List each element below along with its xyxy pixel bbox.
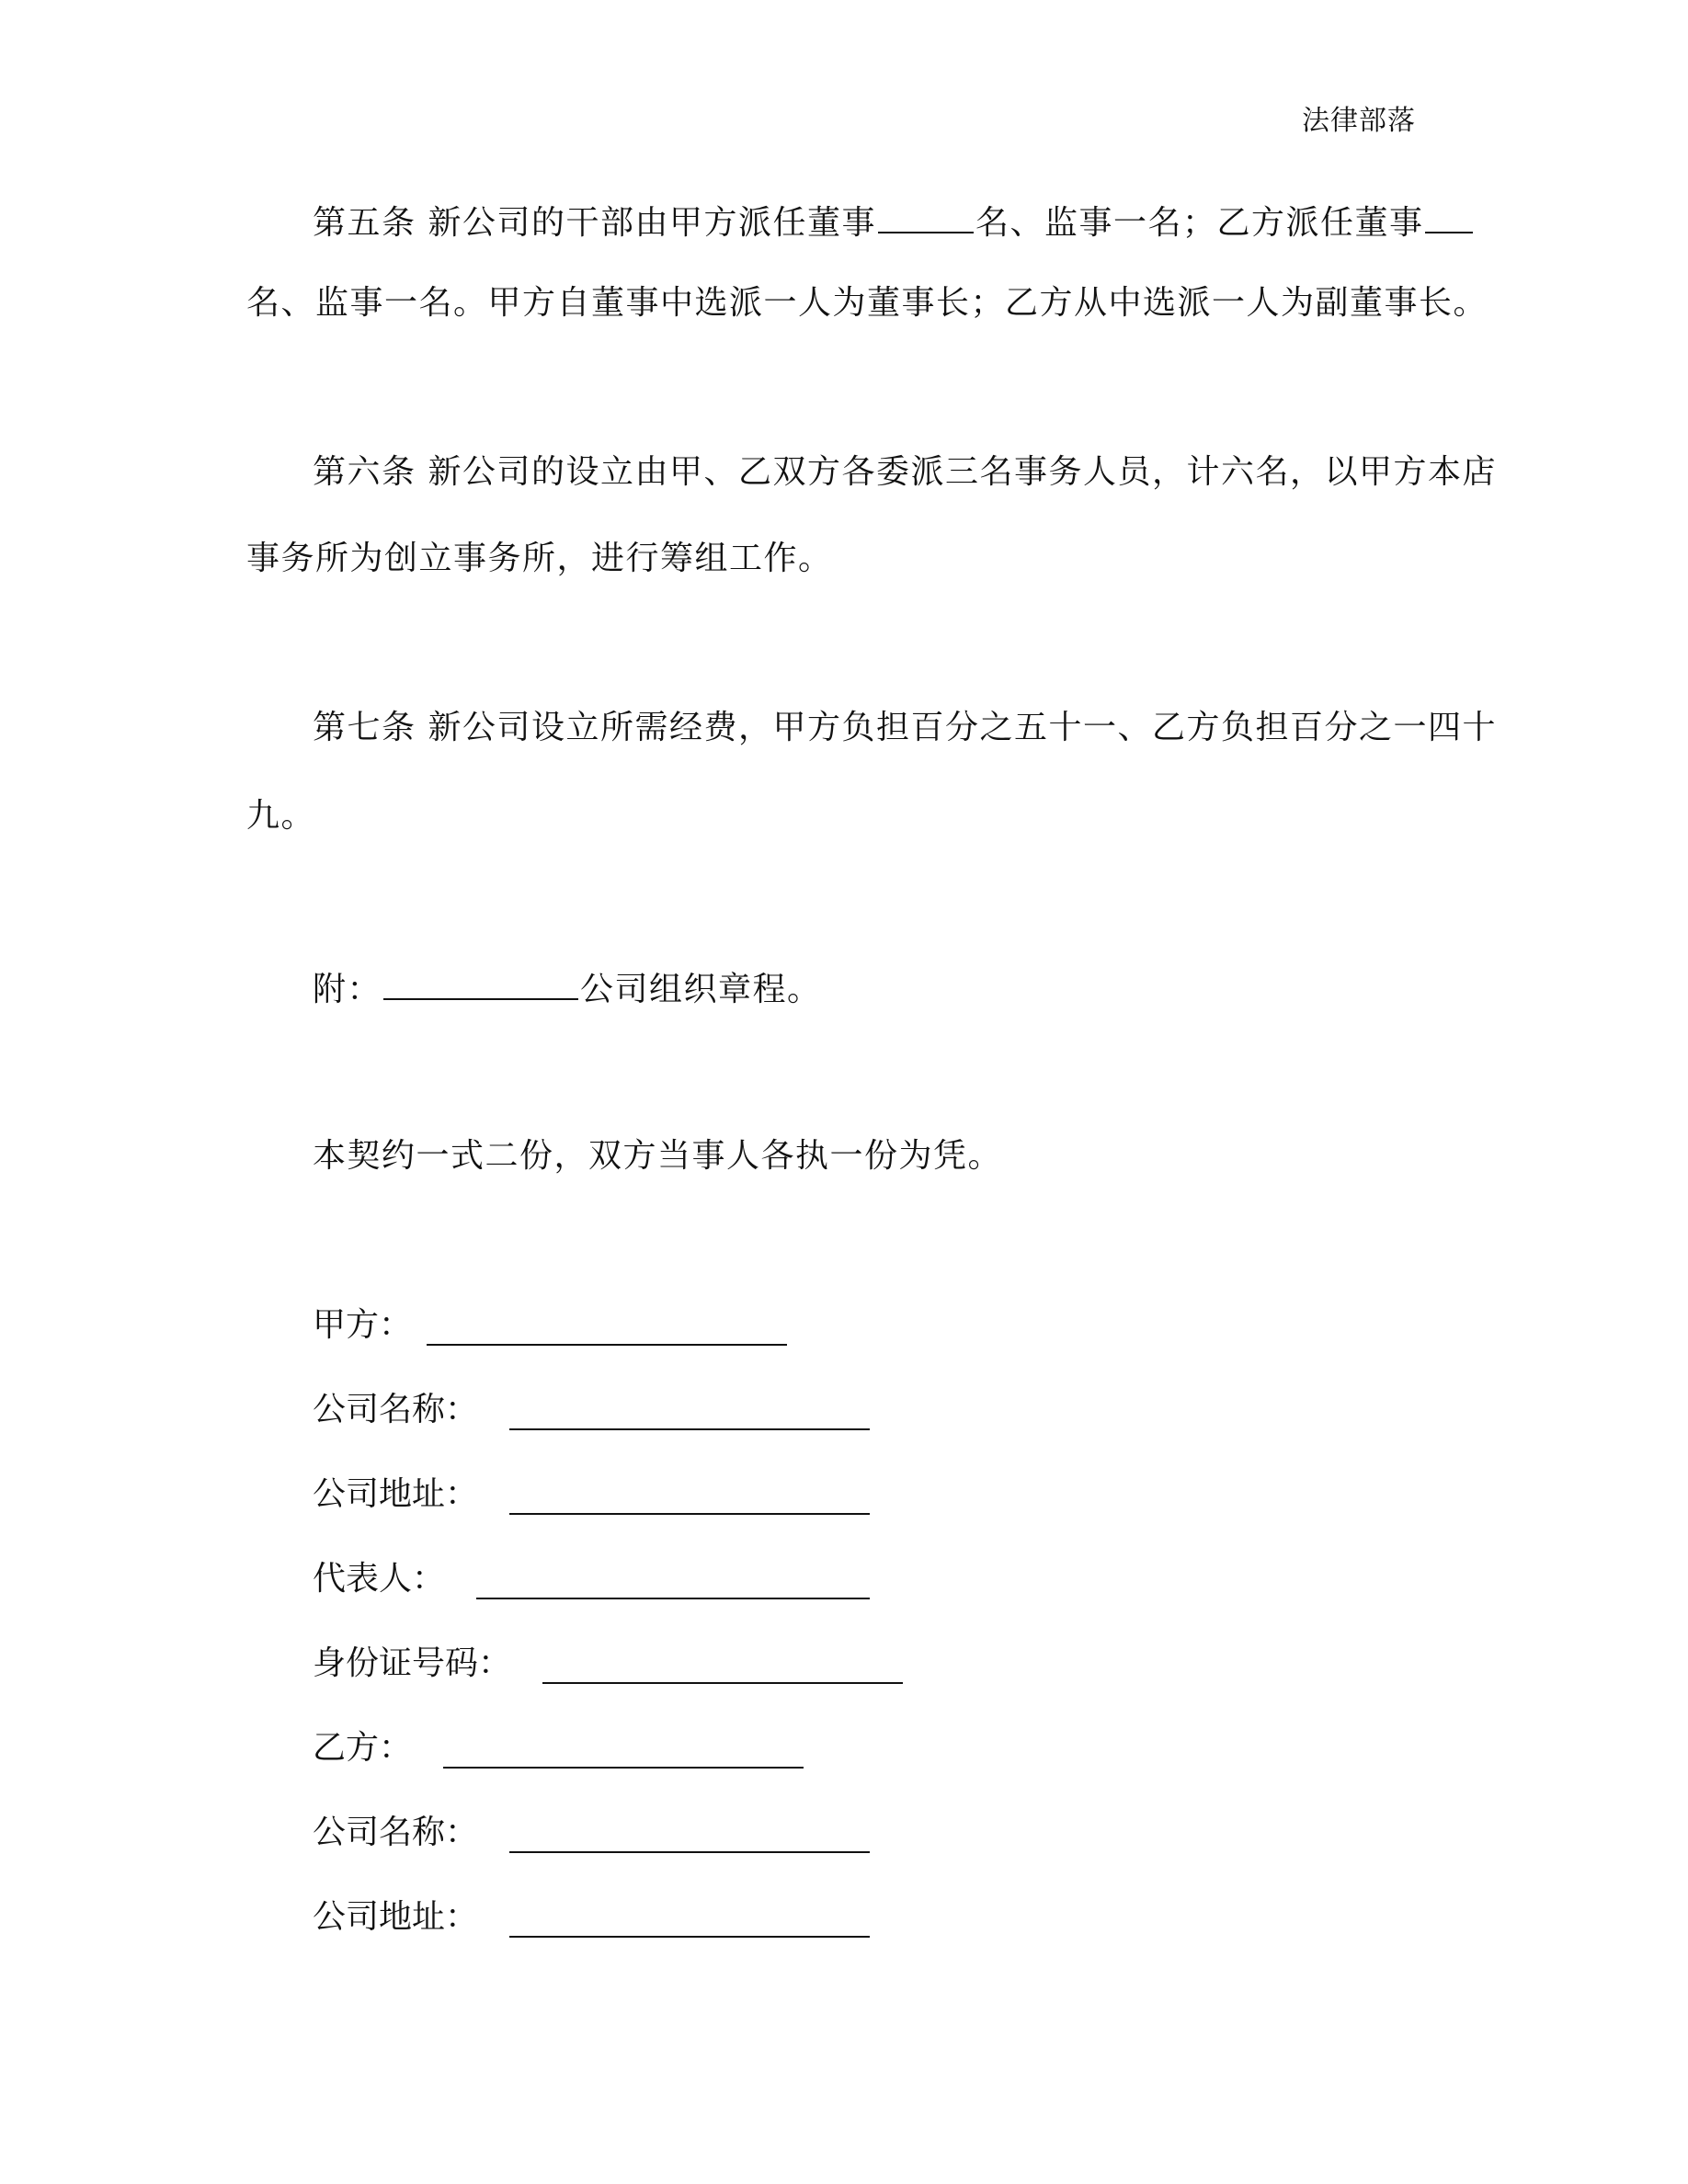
appendix-line [313,965,822,1010]
article-5-text-a: 第五条 新公司的干部由甲方派任董事 [313,204,876,242]
a-id-number-label: 身份证号码： [313,1644,512,1682]
copies-statement: 本契约一式二份，双方当事人各执一份为凭。 [313,1137,1003,1175]
article-6-line-2: 事务所为创立事务所，进行筹组工作。 [246,540,833,577]
article-5-line-1 [313,199,1475,244]
a-id-number-blank [542,1682,903,1684]
article-7-line-2: 九。 [246,797,316,835]
article-5-line-2: 名、监事一名。甲方自董事中选派一人为董事长；乙方从中选派一人为副董事长。 [246,284,1488,322]
header-brand: 法律部落 [1302,105,1416,137]
party-a-blank [427,1344,787,1346]
a-company-address-blank [509,1513,870,1515]
party-a-label: 甲方： [313,1306,413,1344]
a-representative-label: 代表人： [313,1560,446,1598]
a-company-name-blank [509,1428,870,1430]
b-company-name-blank [509,1851,870,1853]
appendix-company-blank [383,965,578,1000]
appendix-prefix: 附： [313,971,382,1008]
b-company-address-blank [509,1936,870,1938]
party-b-blank [443,1767,804,1769]
a-company-address-label: 公司地址： [313,1475,479,1513]
article-7-line-1: 第七条 新公司设立所需经费，甲方负担百分之五十一、乙方负担百分之一四十 [313,709,1497,746]
director-count-b-blank [1425,199,1473,233]
appendix-suffix: 公司组织章程。 [580,971,822,1008]
b-company-name-label: 公司名称： [313,1814,479,1851]
a-representative-blank [476,1598,870,1599]
article-5-text-b: 名、监事一名；乙方派任董事 [975,204,1424,242]
director-count-a-blank [878,199,974,233]
party-b-label: 乙方： [313,1729,413,1767]
b-company-address-label: 公司地址： [313,1898,479,1936]
article-6-line-1: 第六条 新公司的设立由甲、乙双方各委派三名事务人员，计六名，以甲方本店 [313,453,1497,491]
a-company-name-label: 公司名称： [313,1391,479,1428]
